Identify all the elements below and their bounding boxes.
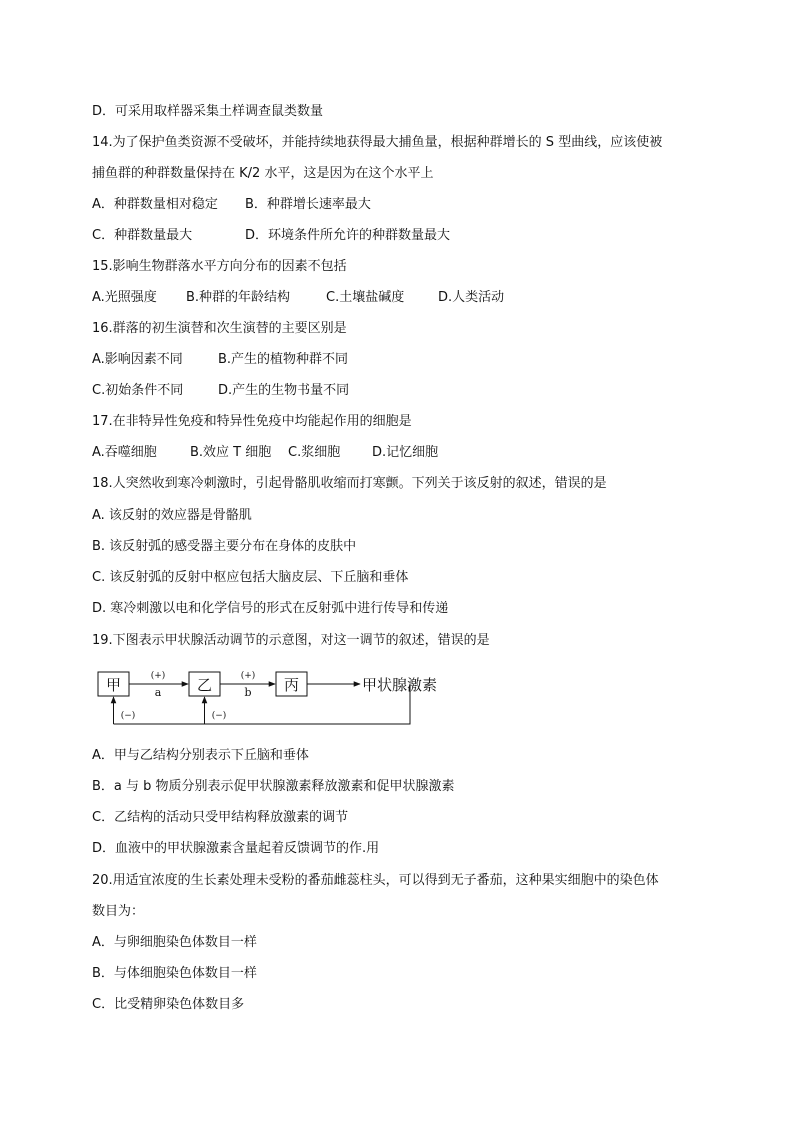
feedback-sign-jia: (−)	[120, 711, 136, 721]
q16-stem: 16.群落的初生演替和次生演替的主要区别是	[92, 321, 347, 336]
q14-option-c: C．种群数量最大	[92, 228, 193, 243]
q18-option-d: D. 寒冷刺激以电和化学信号的形式在反射弧中进行传导和传递	[92, 601, 449, 616]
q14-stem-2: 捕鱼群的种群数量保持在 K/2 水平，这是因为在这个水平上	[92, 166, 434, 181]
thyroid-regulation-diagram	[92, 664, 512, 728]
q19-option-c: C．乙结构的活动只受甲结构释放激素的调节	[92, 810, 349, 825]
q16-options-row-1	[92, 352, 348, 368]
arrow-b-sign: (+)	[240, 671, 256, 681]
q16-options-row-2	[92, 383, 349, 399]
q17-option-d: D.记忆细胞	[372, 445, 439, 460]
q14-option-b: B．种群增长速率最大	[245, 197, 371, 212]
q20-stem-2: 数目为：	[92, 904, 145, 919]
q18-option-a: A. 该反射的效应器是骨骼肌	[92, 508, 252, 523]
arrow-a-sign: (+)	[150, 671, 166, 681]
q17-option-c: C.浆细胞	[288, 445, 341, 460]
q15-stem: 15.影响生物群落水平方向分布的因素不包括	[92, 259, 347, 274]
q14-option-a: A．种群数量相对稳定	[92, 197, 218, 212]
q17-option-b: B.效应 T 细胞	[190, 445, 272, 460]
arrow-b-label: b	[244, 686, 252, 699]
feedback-sign-yi: (−)	[211, 711, 227, 721]
q16-option-b: B.产生的植物种群不同	[218, 352, 349, 367]
q19-stem: 19.下图表示甲状腺活动调节的示意图，对这一调节的叙述，错误的是	[92, 633, 490, 648]
q16-option-d: D.产生的生物书量不同	[218, 383, 350, 398]
q20-option-b: B．与体细胞染色体数目一样	[92, 966, 257, 981]
box-jia-label: 甲	[105, 676, 122, 694]
q15-option-d: D.人类活动	[438, 290, 505, 305]
q20-stem-1: 20.用适宜浓度的生长素处理未受粉的番茄雌蕊柱头，可以得到无子番茄，这种果实细胞中的染色体	[92, 873, 659, 888]
q18-option-b: B. 该反射弧的感受器主要分布在身体的皮肤中	[92, 539, 357, 554]
q20-option-c: C．比受精卵染色体数目多	[92, 997, 245, 1012]
q14-stem-1: 14.为了保护鱼类资源不受破坏，并能持续地获得最大捕鱼量，根据种群增长的 S 型曲线，应该使被	[92, 135, 663, 150]
q18-stem: 18.人突然收到寒冷刺激时，引起骨骼肌收缩而打寒颤。下列关于该反射的叙述，错误的是	[92, 476, 607, 491]
q18-option-c: C. 该反射弧的反射中枢应包括大脑皮层、下丘脑和垂体	[92, 570, 409, 585]
q19-option-a: A．甲与乙结构分别表示下丘脑和垂体	[92, 748, 309, 763]
q19-option-b: B．a 与 b 物质分别表示促甲状腺激素释放激素和促甲状腺激素	[92, 779, 455, 794]
q15-option-c: C.土壤盐碱度	[326, 290, 405, 305]
q14-option-d: D．环境条件所允许的种群数量最大	[245, 228, 451, 243]
q16-option-a: A.影响因素不同	[92, 352, 183, 367]
box-yi-label: 乙	[196, 676, 213, 694]
arrow-a-label: a	[154, 686, 162, 699]
q15-option-a: A.光照强度	[92, 290, 157, 305]
q14-options-row-1	[92, 197, 371, 213]
q14-options-row-2	[92, 228, 450, 244]
box-bing-label: 丙	[283, 676, 300, 694]
q16-option-c: C.初始条件不同	[92, 383, 184, 398]
q15-options	[92, 290, 504, 306]
q17-options	[92, 445, 438, 461]
q15-option-b: B.种群的年龄结构	[186, 290, 291, 305]
q17-stem: 17.在非特异性免疫和特异性免疫中均能起作用的细胞是	[92, 414, 412, 429]
q19-option-d: D．血液中的甲状腺激素含量起着反馈调节的作.用	[92, 841, 380, 856]
q13-option-d: D．可采用取样器采集土样调查鼠类数量	[92, 104, 324, 119]
output-label: 甲状腺激素	[362, 676, 438, 694]
q17-option-a: A.吞噬细胞	[92, 445, 157, 460]
q20-option-a: A．与卵细胞染色体数目一样	[92, 935, 257, 950]
